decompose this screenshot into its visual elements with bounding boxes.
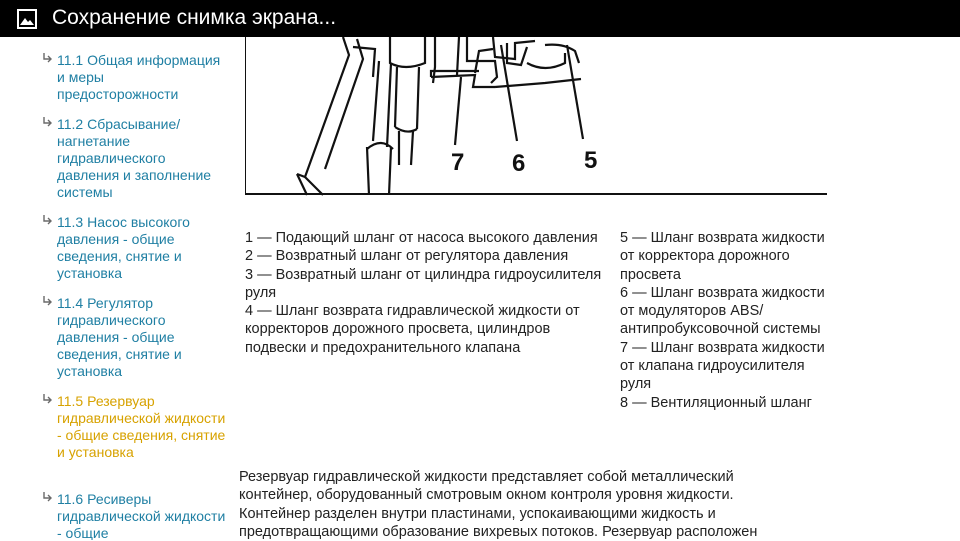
paragraph-line: контейнер, оборудованный смотровым окном контроля уровня жидкости. bbox=[239, 487, 734, 504]
legend-item-2: 2 — Возвратный шланг от регулятора давления bbox=[245, 248, 569, 265]
screenshot-saving-title: Сохранение снимка экрана... bbox=[52, 6, 337, 29]
paragraph-line: предотвращающими образование вихревых потоков. Резервуар расположен bbox=[239, 523, 758, 540]
paragraph-line: Резервуар гидравлической жидкости представляет собой металлический bbox=[239, 469, 734, 485]
toc-item-11-2[interactable] bbox=[42, 116, 227, 201]
paragraph-line: Контейнер разделен внутри пластинами, успокаивающими жидкость и bbox=[239, 505, 716, 522]
callout-label-5: 5 bbox=[584, 147, 598, 174]
toc-item-11-3[interactable] bbox=[42, 214, 227, 282]
toc-item-11-6[interactable] bbox=[42, 491, 227, 540]
toc-item-label: 11.3 Насос высокого давления - общие сведения, снятие и установка bbox=[57, 214, 190, 281]
turn-arrow-icon bbox=[42, 52, 53, 64]
callout-label-6: 6 bbox=[512, 150, 526, 177]
legend-item-3: 3 — Возвратный шланг от цилиндра гидроусилителя руля bbox=[245, 266, 602, 301]
turn-arrow-icon bbox=[42, 295, 53, 307]
turn-arrow-icon bbox=[42, 116, 53, 128]
toc-item-label: 11.6 Ресиверы гидравлической жидкости - общие bbox=[57, 491, 226, 540]
turn-arrow-icon bbox=[42, 393, 53, 405]
legend-right-column bbox=[620, 229, 825, 412]
legend-item-7: 7 — Шланг возврата жидкости от клапана гидроусилителя руля bbox=[620, 339, 825, 393]
toc-item-label: 11.2 Сбрасывание/ нагнетание гидравлического давления и заполнение системы bbox=[57, 116, 212, 200]
app-bar bbox=[0, 0, 960, 37]
legend-item-8: 8 — Вентиляционный шланг bbox=[620, 394, 812, 411]
hydraulic-reservoir-diagram bbox=[245, 37, 827, 197]
toc-sidebar bbox=[0, 37, 230, 540]
legend-left-column bbox=[245, 229, 615, 357]
turn-arrow-icon bbox=[42, 491, 53, 503]
legend-item-4: 4 — Шланг возврата гидравлической жидкости от корректоров дорожного просвета, цилиндров подвески и предохранительного клапана bbox=[245, 303, 580, 356]
legend-item-6: 6 — Шланг возврата жидкости от модуляторов ABS/антипробуксовочной системы bbox=[620, 284, 825, 338]
legend-item-1: 1 — Подающий шланг от насоса высокого давления bbox=[245, 230, 598, 246]
toc-item-label: 11.5 Резервуар гидравлической жидкости - общие сведения, снятие и установка bbox=[57, 393, 226, 460]
gallery-icon bbox=[17, 9, 37, 29]
toc-item-label: 11.4 Регулятор гидравлического давления - общие сведения, снятие и установка bbox=[57, 295, 182, 379]
legend-item-5: 5 — Шланг возврата жидкости от корректора дорожного просвета bbox=[620, 230, 825, 283]
reservoir-description-paragraph bbox=[239, 468, 819, 541]
toc-item-11-5-active[interactable] bbox=[42, 393, 227, 461]
turn-arrow-icon bbox=[42, 214, 53, 226]
callout-label-7: 7 bbox=[451, 149, 465, 176]
toc-item-11-4[interactable] bbox=[42, 295, 227, 380]
toc-item-11-1[interactable] bbox=[42, 52, 227, 103]
toc-item-label: 11.1 Общая информация и меры предосторожности bbox=[57, 52, 221, 102]
